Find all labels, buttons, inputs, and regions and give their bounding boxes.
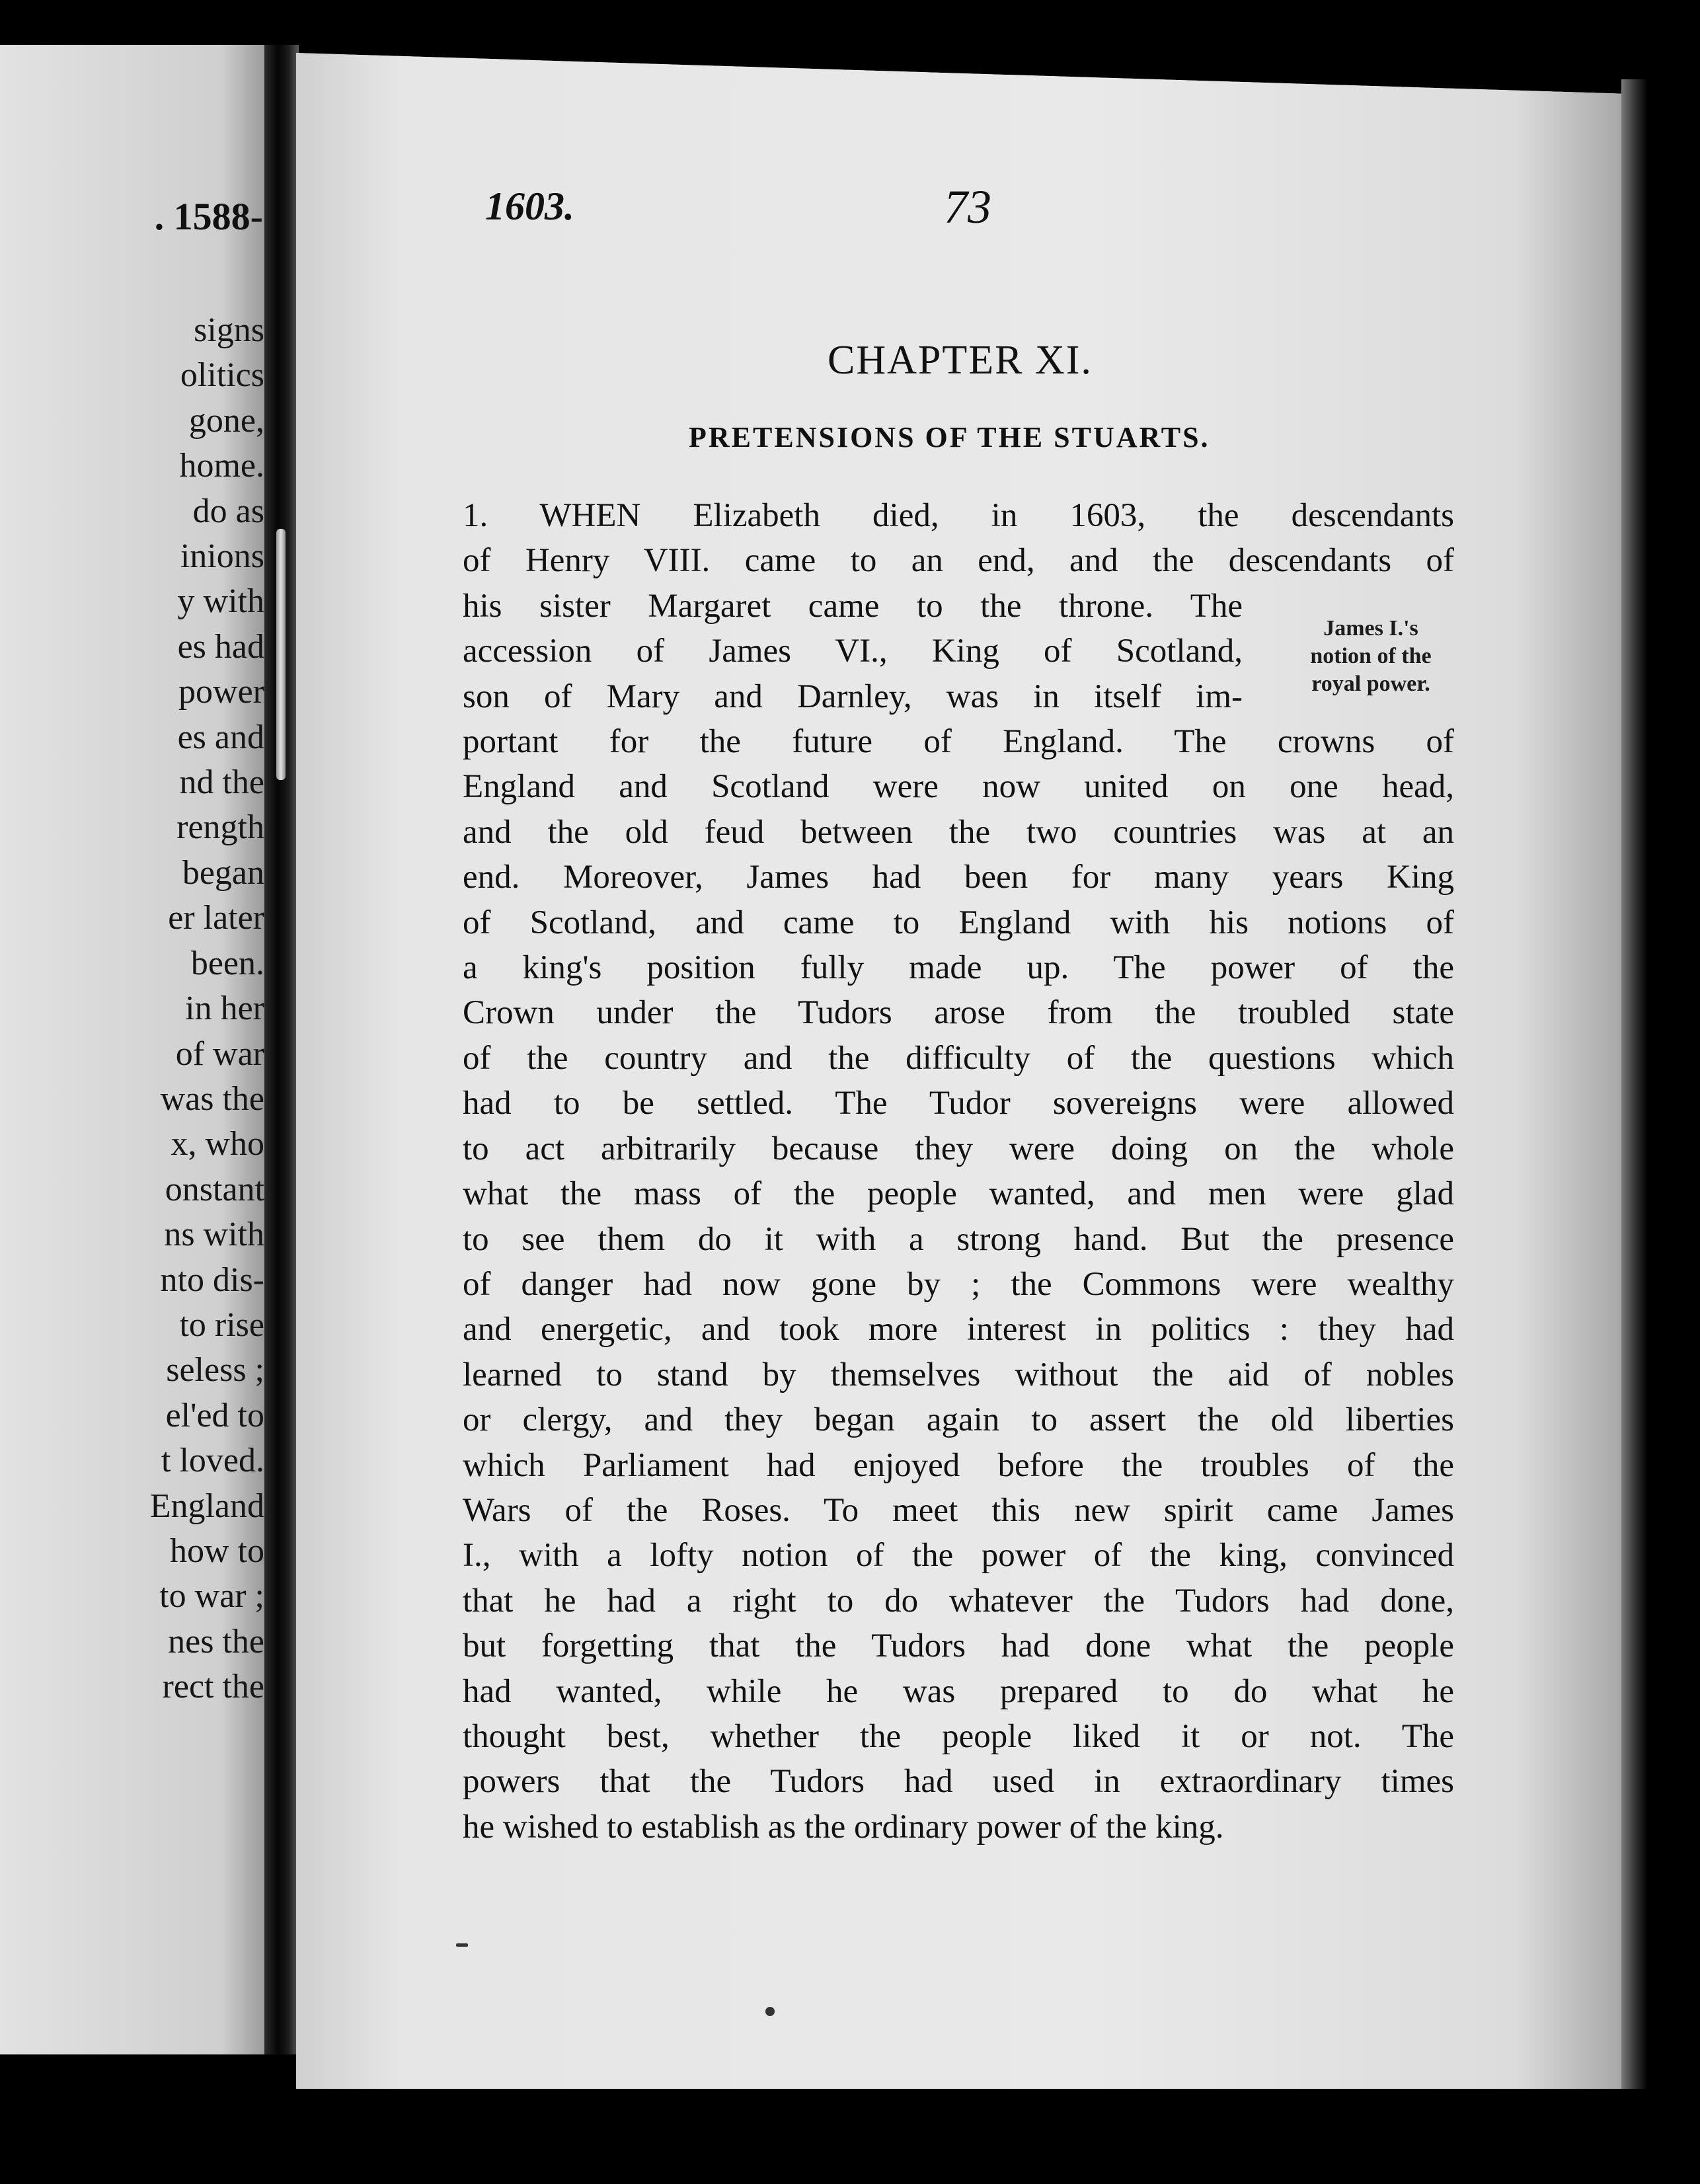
page-number: 73 (944, 180, 991, 233)
previous-page-line: of war (175, 1034, 264, 1073)
previous-page-line: signs (194, 311, 264, 349)
paragraph-line: Wars of the Roses. To meet this new spirit came James (463, 1491, 1454, 1529)
paragraph-line: and the old feud between the two countries was at an (463, 813, 1454, 851)
marginal-note-line: royal power. (1311, 672, 1430, 696)
paragraph-line: thought best, whether the people liked it or not. The (463, 1717, 1454, 1755)
paragraph-line: of danger had now gone by ; the Commons were wealthy (463, 1265, 1454, 1303)
paragraph-line: accession of James VI., King of Scotland, (463, 633, 1243, 670)
paragraph-line: had to be settled. The Tudor sovereigns were allowed (463, 1085, 1454, 1122)
paragraph-line: which Parliament had enjoyed before the troubles of the (463, 1446, 1454, 1484)
previous-page-line: to rise (179, 1306, 264, 1344)
ink-speck (765, 2007, 775, 2016)
book-gutter (264, 45, 299, 2054)
previous-page-line: England (149, 1487, 264, 1525)
previous-page-line: olitics (180, 356, 264, 395)
previous-page-line: nto dis- (160, 1261, 264, 1299)
paragraph-line: to act arbitrarily because they were doing on the whole (463, 1130, 1454, 1167)
paragraph-line: or clergy, and they began again to assert the old liberties (463, 1401, 1454, 1439)
previous-page-line: rength (176, 808, 264, 847)
paragraph-line: and energetic, and took more interest in politics : they had (463, 1311, 1454, 1348)
paragraph-line: to see them do it with a strong hand. But the presence (463, 1220, 1454, 1258)
previous-page-line: nes the (168, 1622, 264, 1660)
paragraph-line: Crown under the Tudors arose from the troubled state (463, 994, 1454, 1032)
running-header-year: 1603. (485, 184, 574, 228)
paragraph-line: England and Scotland were now united on one head, (463, 768, 1454, 806)
previous-page-line: inions (180, 537, 264, 576)
previous-page (0, 45, 276, 2054)
ink-speck (456, 1943, 468, 1947)
previous-page-line: t loved. (161, 1442, 264, 1480)
previous-page-line: power (178, 673, 264, 711)
previous-page-line: been. (190, 944, 264, 982)
previous-page-line: was the (160, 1079, 264, 1118)
paragraph-line: son of Mary and Darnley, was in itself im- (463, 678, 1243, 715)
previous-page-line: ns with (164, 1216, 264, 1254)
chapter-title: CHAPTER XI. (828, 338, 1093, 383)
paragraph-line: I., with a lofty notion of the power of the king, convinced (463, 1537, 1454, 1575)
chapter-subtitle: PRETENSIONS OF THE STUARTS. (689, 421, 1210, 453)
paragraph-line: his sister Margaret came to the throne. The (463, 587, 1243, 625)
paragraph-line: of Henry VIII. came to an end, and the descendants of (463, 542, 1454, 580)
previous-page-line: how to (170, 1532, 264, 1570)
paragraph-line: of Scotland, and came to England with his notions of (463, 904, 1454, 941)
marginal-note-line: James I.'s (1323, 616, 1418, 641)
previous-page-line: er later (168, 899, 264, 937)
previous-page-line: in her (185, 990, 264, 1028)
previous-page-text (150, 308, 264, 1710)
previous-page-line: do as (192, 492, 264, 530)
paragraph-line: what the mass of the people wanted, and men were glad (463, 1175, 1454, 1213)
previous-page-line: el'ed to (165, 1396, 264, 1434)
previous-page-line: began (182, 853, 264, 892)
previous-page-line: gone, (188, 401, 264, 440)
paragraph-line: but forgetting that the Tudors had done what the people (463, 1627, 1454, 1665)
paragraph-line: portant for the future of England. The crowns of (463, 723, 1454, 761)
gutter-highlight (276, 529, 286, 780)
previous-page-line: es and (177, 718, 264, 756)
paragraph-line: 1. WHEN Elizabeth died, in 1603, the descendants (463, 497, 1454, 534)
previous-page-line: to war ; (159, 1577, 264, 1616)
previous-page-line: y with (177, 582, 264, 621)
previous-page-line: nd the (179, 763, 264, 802)
paragraph-line: of the country and the difficulty of the questions which (463, 1039, 1454, 1077)
previous-page-header: . 1588- (154, 195, 263, 238)
paragraph-line: had wanted, while he was prepared to do what he (463, 1672, 1454, 1710)
previous-page-line: home. (179, 447, 264, 485)
paragraph-line: a king's position fully made up. The power of the (463, 949, 1454, 987)
previous-page-line: rect the (162, 1668, 264, 1706)
paragraph-line: that he had a right to do whatever the Tudors had done, (463, 1582, 1454, 1619)
marginal-note (1285, 615, 1457, 698)
paragraph-line: end. Moreover, James had been for many years King (463, 859, 1454, 896)
paragraph-line: he wished to establish as the ordinary power of the king. (463, 1808, 1224, 1846)
previous-page-line: x, who (171, 1125, 264, 1163)
paragraph-line: powers that the Tudors had used in extraordinary times (463, 1763, 1454, 1801)
paragraph-line: learned to stand by themselves without the aid of nobles (463, 1356, 1454, 1393)
previous-page-line: es had (177, 627, 264, 666)
marginal-note-line: notion of the (1310, 644, 1432, 668)
previous-page-line: seless ; (166, 1351, 264, 1389)
page-edge (1621, 79, 1648, 2089)
previous-page-line: onstant (165, 1170, 264, 1208)
